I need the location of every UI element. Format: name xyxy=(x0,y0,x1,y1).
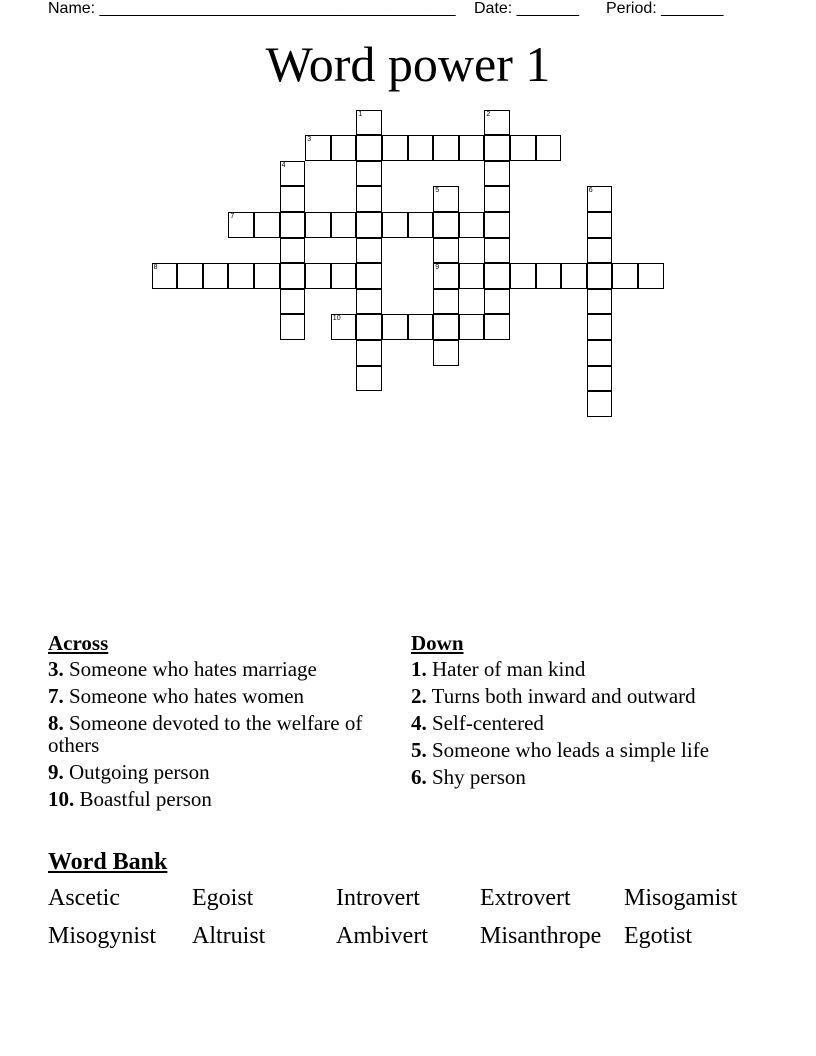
crossword-cell[interactable] xyxy=(459,135,485,161)
clue-number: 5. xyxy=(411,738,427,762)
across-clues xyxy=(48,630,378,815)
crossword-cell[interactable] xyxy=(305,263,331,289)
down-clues xyxy=(411,630,741,793)
cell-number: 3 xyxy=(307,136,312,144)
clue-number: 9. xyxy=(48,760,64,784)
crossword-cell[interactable] xyxy=(356,212,382,238)
cell-number: 5 xyxy=(435,187,440,195)
down-clue xyxy=(411,766,741,788)
crossword-cell[interactable] xyxy=(356,366,382,392)
crossword-cell[interactable] xyxy=(587,340,613,366)
crossword-cell[interactable] xyxy=(331,135,357,161)
word-bank xyxy=(48,884,768,950)
crossword-cell[interactable] xyxy=(484,238,510,264)
period-field-label: Period: _______ xyxy=(606,0,724,17)
clue-number: 4. xyxy=(411,711,427,735)
crossword-cell[interactable] xyxy=(484,161,510,187)
crossword-cell[interactable] xyxy=(587,314,613,340)
cell-number: 7 xyxy=(230,213,235,220)
word-bank-heading: Word Bank xyxy=(48,849,168,875)
crossword-cell[interactable] xyxy=(587,238,613,264)
word-bank-item: Ambivert xyxy=(336,923,428,949)
crossword-cell[interactable] xyxy=(356,135,382,161)
crossword-cell[interactable] xyxy=(587,263,613,289)
crossword-cell[interactable] xyxy=(280,289,306,315)
crossword-cell[interactable] xyxy=(484,186,510,212)
across-clue xyxy=(48,712,378,756)
clue-number: 10. xyxy=(48,787,75,811)
cell-number: 10 xyxy=(332,315,341,323)
across-clue xyxy=(48,788,378,810)
crossword-cell[interactable] xyxy=(484,110,510,136)
clue-text: Boastful person xyxy=(79,787,212,811)
crossword-cell[interactable] xyxy=(587,212,613,238)
crossword-cell[interactable] xyxy=(382,314,408,340)
crossword-cell[interactable] xyxy=(305,135,331,161)
crossword-cell[interactable] xyxy=(484,135,510,161)
crossword-cell[interactable] xyxy=(612,263,638,289)
clue-text: Someone who hates women xyxy=(69,684,305,708)
clue-text: Someone who leads a simple life xyxy=(432,738,710,762)
cell-number: 1 xyxy=(358,110,363,118)
crossword-cell[interactable] xyxy=(203,263,229,289)
clue-number: 6. xyxy=(411,765,427,789)
crossword-cell[interactable] xyxy=(177,263,203,289)
crossword-cell[interactable] xyxy=(433,289,459,315)
crossword-cell[interactable] xyxy=(433,212,459,238)
crossword-cell[interactable] xyxy=(356,161,382,187)
crossword-cell[interactable] xyxy=(305,212,331,238)
crossword-cell[interactable] xyxy=(484,314,510,340)
crossword-cell[interactable] xyxy=(280,186,306,212)
down-clue xyxy=(411,712,741,734)
cell-number: 4 xyxy=(281,161,286,169)
down-heading: Down xyxy=(411,631,464,655)
cell-number: 9 xyxy=(435,264,440,272)
crossword-cell[interactable] xyxy=(280,212,306,238)
page-title: Word power 1 xyxy=(265,36,551,92)
clue-number: 1. xyxy=(411,657,427,681)
cell-number: 6 xyxy=(588,187,593,195)
crossword-cell[interactable] xyxy=(280,238,306,264)
crossword-cell[interactable] xyxy=(510,263,536,289)
crossword-cell[interactable] xyxy=(587,289,613,315)
clue-text: Shy person xyxy=(432,765,526,789)
crossword-cell[interactable] xyxy=(280,314,306,340)
crossword-cell[interactable] xyxy=(510,135,536,161)
across-clue xyxy=(48,658,378,680)
crossword-cell[interactable] xyxy=(408,135,434,161)
crossword-cell[interactable] xyxy=(408,212,434,238)
name-field-label: Name: ________________________________________ xyxy=(48,0,456,17)
crossword-cell[interactable] xyxy=(280,161,306,187)
word-bank-item: Ascetic xyxy=(48,885,120,911)
crossword-cell[interactable] xyxy=(587,391,613,417)
crossword-cell[interactable] xyxy=(356,340,382,366)
across-clue xyxy=(48,761,378,783)
crossword-cell[interactable] xyxy=(433,340,459,366)
down-clue xyxy=(411,739,741,761)
crossword-cell[interactable] xyxy=(331,263,357,289)
crossword-cell[interactable] xyxy=(587,186,613,212)
word-bank-item: Extrovert xyxy=(480,885,571,911)
crossword-cell[interactable] xyxy=(459,212,485,238)
word-bank-item: Altruist xyxy=(192,923,266,949)
date-field-label: Date: _______ xyxy=(474,0,579,17)
clue-text: Turns both inward and outward xyxy=(431,684,696,708)
crossword-grid xyxy=(0,0,816,430)
crossword-cell[interactable] xyxy=(536,135,562,161)
crossword-cell[interactable] xyxy=(356,110,382,136)
across-heading: Across xyxy=(48,631,109,655)
clue-text: Someone devoted to the welfare of others xyxy=(48,711,363,757)
across-clue xyxy=(48,685,378,707)
clue-text: Self-centered xyxy=(432,711,544,735)
crossword-cell[interactable] xyxy=(254,263,280,289)
crossword-cell[interactable] xyxy=(228,212,254,238)
crossword-cell[interactable] xyxy=(433,263,459,289)
crossword-cell[interactable] xyxy=(433,314,459,340)
clue-number: 3. xyxy=(48,657,64,681)
crossword-cell[interactable] xyxy=(356,186,382,212)
crossword-cell[interactable] xyxy=(254,212,280,238)
word-bank-item: Misanthrope xyxy=(480,923,602,949)
clue-text: Outgoing person xyxy=(69,760,210,784)
clue-number: 8. xyxy=(48,711,64,735)
down-clue xyxy=(411,685,741,707)
clue-text: Someone who hates marriage xyxy=(69,657,317,681)
word-bank-item: Misogamist xyxy=(624,885,738,911)
clue-text: Hater of man kind xyxy=(432,657,586,681)
crossword-cell[interactable] xyxy=(536,263,562,289)
crossword-cell[interactable] xyxy=(382,135,408,161)
cell-number: 2 xyxy=(486,110,491,118)
crossword-cell[interactable] xyxy=(331,212,357,238)
crossword-cell[interactable] xyxy=(587,366,613,392)
crossword-cell[interactable] xyxy=(484,212,510,238)
crossword-cell[interactable] xyxy=(459,314,485,340)
cell-number: 8 xyxy=(153,264,158,272)
crossword-cell[interactable] xyxy=(433,135,459,161)
crossword-cell[interactable] xyxy=(561,263,587,289)
crossword-cell[interactable] xyxy=(382,212,408,238)
crossword-cell[interactable] xyxy=(408,314,434,340)
crossword-cell[interactable] xyxy=(280,263,306,289)
crossword-cell[interactable] xyxy=(638,263,664,289)
clue-number: 2. xyxy=(411,684,427,708)
crossword-cell[interactable] xyxy=(356,238,382,264)
crossword-cell[interactable] xyxy=(484,263,510,289)
word-bank-item: Introvert xyxy=(336,885,420,911)
crossword-cell[interactable] xyxy=(152,263,178,289)
crossword-cell[interactable] xyxy=(331,314,357,340)
down-clue xyxy=(411,658,741,680)
crossword-cell[interactable] xyxy=(459,263,485,289)
crossword-cell[interactable] xyxy=(484,289,510,315)
word-bank-item: Egoist xyxy=(192,885,254,911)
crossword-cell[interactable] xyxy=(433,238,459,264)
crossword-cell[interactable] xyxy=(356,289,382,315)
crossword-cell[interactable] xyxy=(356,314,382,340)
crossword-cell[interactable] xyxy=(228,263,254,289)
crossword-cell[interactable] xyxy=(433,186,459,212)
clue-number: 7. xyxy=(48,684,64,708)
crossword-cell[interactable] xyxy=(356,263,382,289)
word-bank-item: Egotist xyxy=(624,923,693,949)
word-bank-item: Misogynist xyxy=(48,923,157,949)
